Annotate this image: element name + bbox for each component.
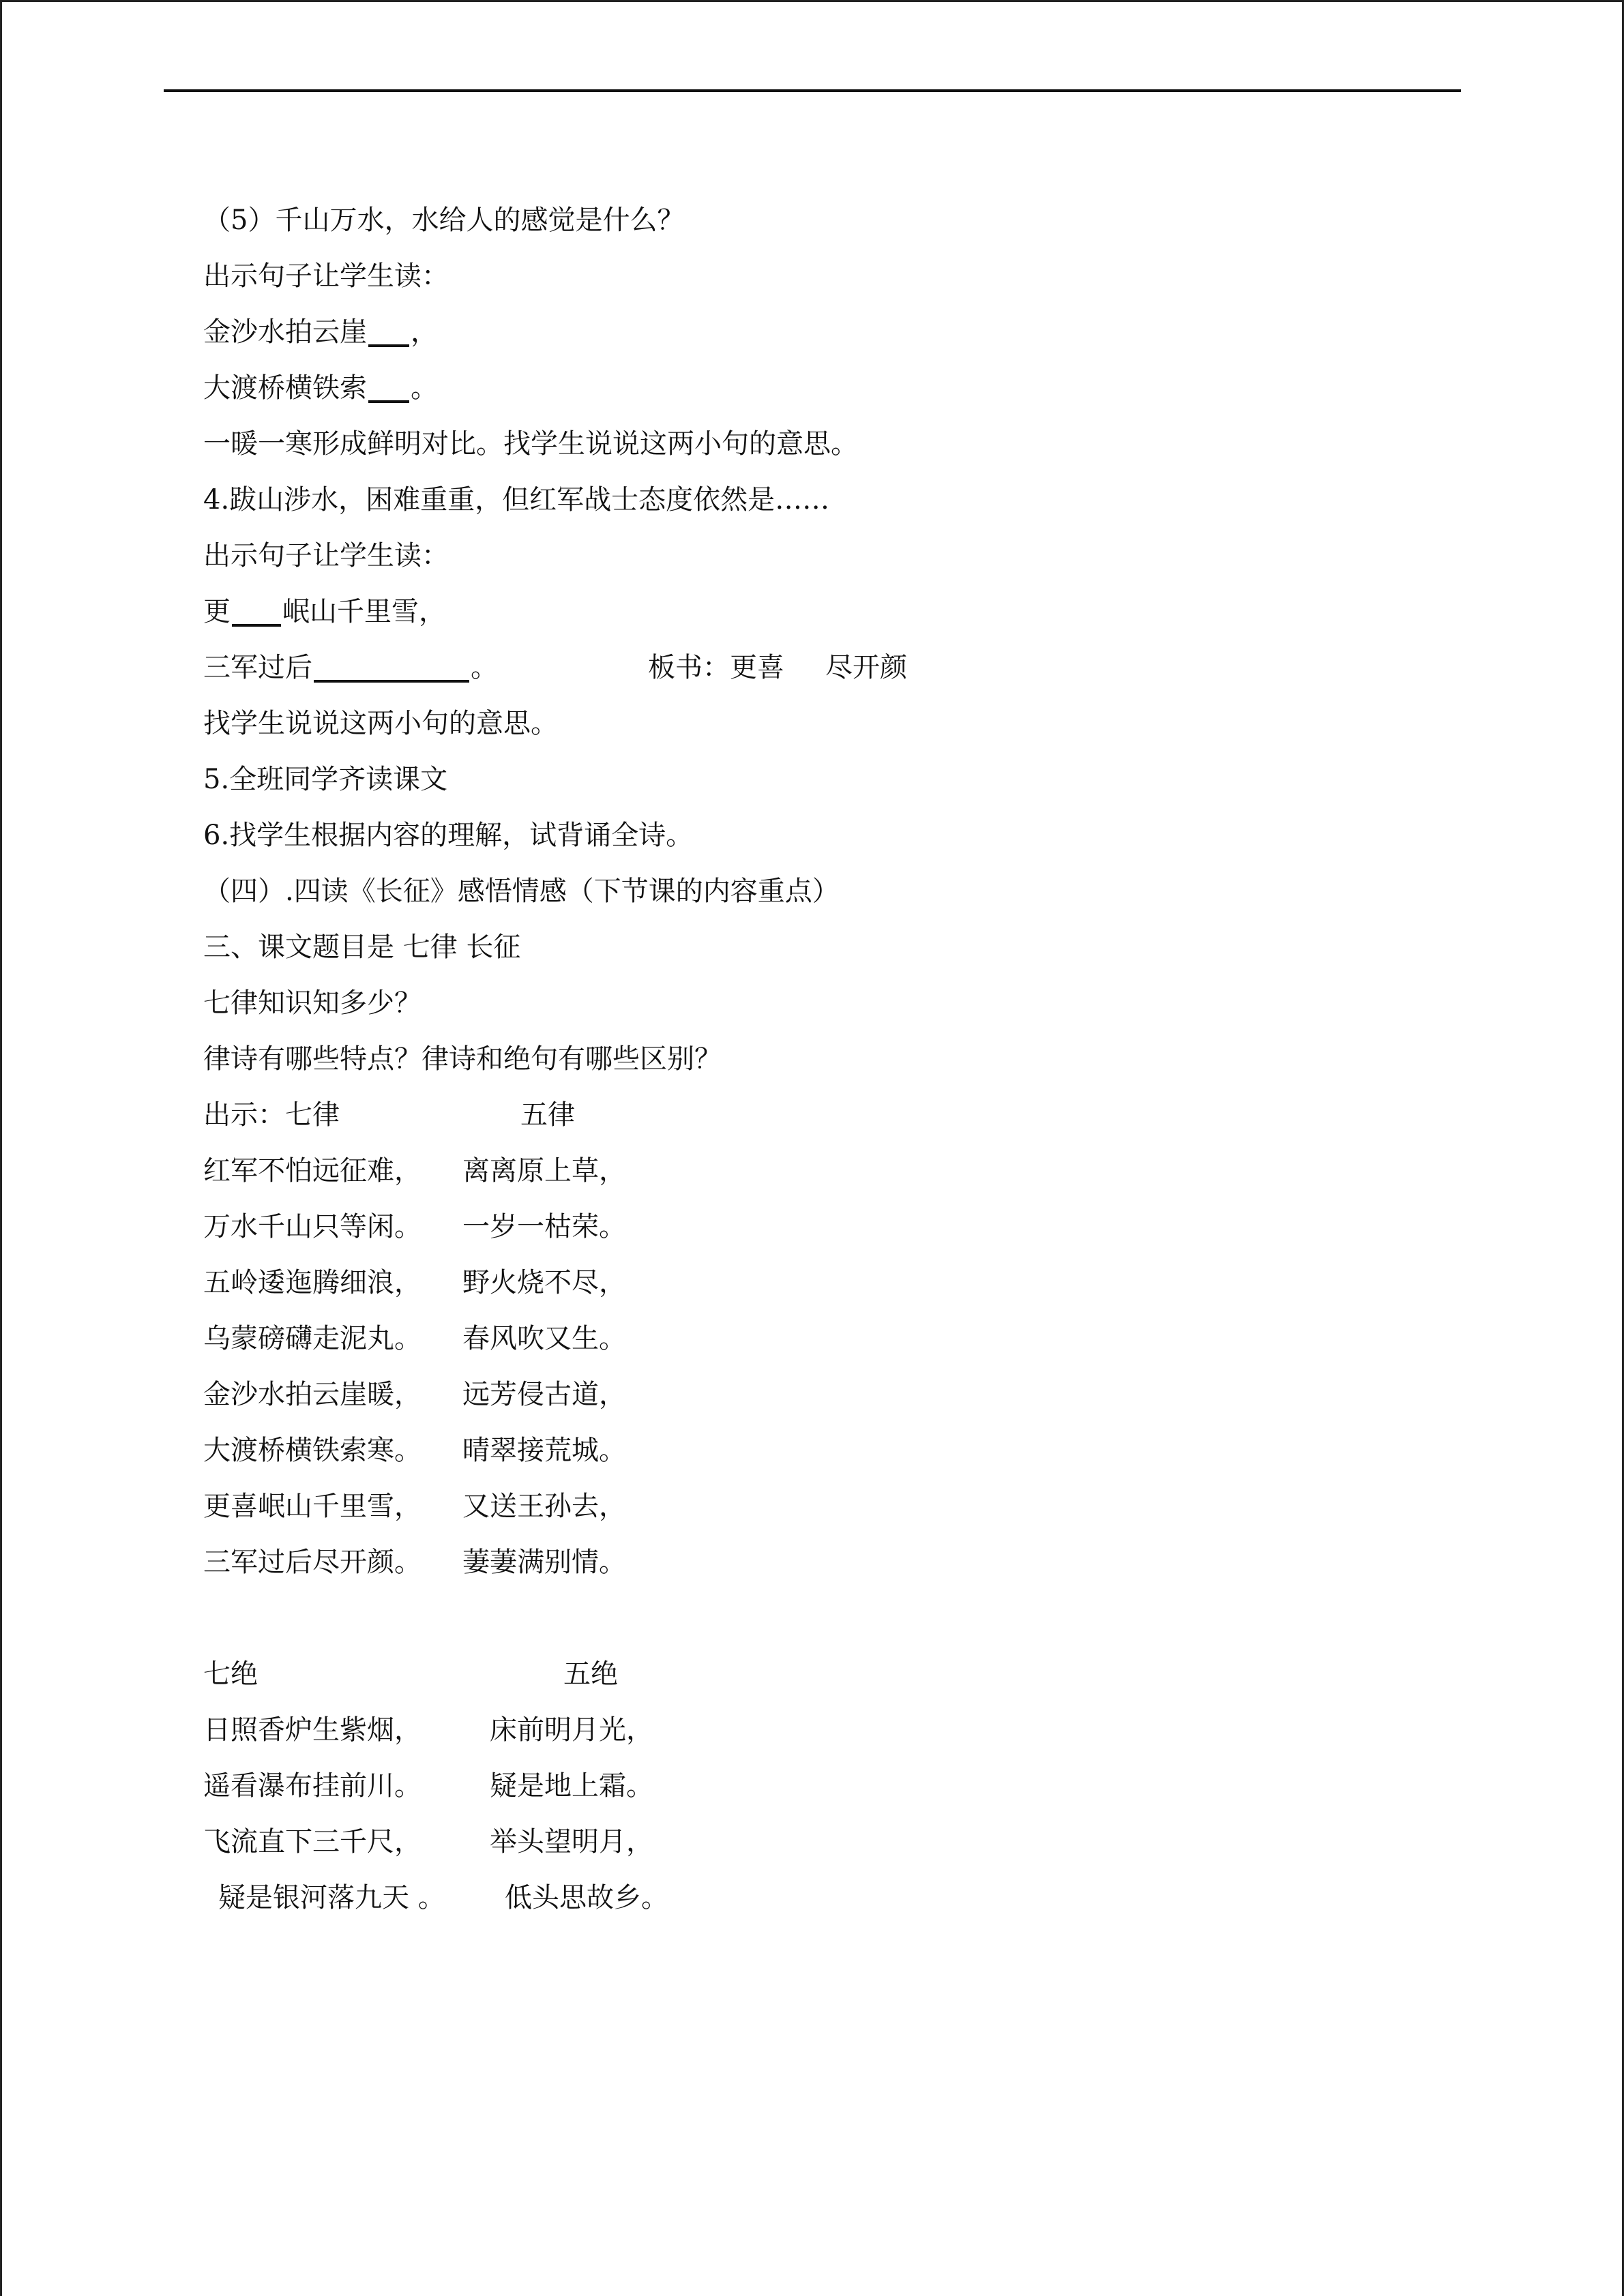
fill-jinsha-text: 金沙水拍云崖 xyxy=(203,316,367,348)
wulv-line: 一岁一枯荣。 xyxy=(462,1211,626,1242)
board-note: 板书：更喜 xyxy=(648,652,784,683)
board-note-2: 尽开颜 xyxy=(825,652,907,683)
wulv-line: 远芳侵古道， xyxy=(462,1379,626,1410)
question-5-text: （5）千山万水，水给人的感觉是什么？ xyxy=(203,205,685,236)
qijue-line: 飞流直下三千尺， xyxy=(203,1826,422,1858)
meaning-line xyxy=(203,696,1431,751)
fill-sanjun-text: 三军过后 xyxy=(203,652,312,683)
qilv-header: 出示：七律 xyxy=(203,1099,340,1131)
fill-line-min xyxy=(203,584,1431,640)
qilv-line: 万水千山只等闲。 xyxy=(203,1211,422,1242)
qijue-line: 疑是银河落九天 。 xyxy=(218,1882,445,1913)
item-5 xyxy=(203,751,1431,807)
item-4 xyxy=(203,472,1431,528)
fill-jinsha-punct: ， xyxy=(411,316,438,348)
wujue-header: 五绝 xyxy=(563,1658,618,1690)
fill-min-prefix: 更 xyxy=(203,596,231,627)
wulv-line: 晴翠接荒城。 xyxy=(462,1435,626,1466)
poem-row xyxy=(203,1143,1431,1199)
poem-row xyxy=(203,1478,1431,1534)
show-sentence-1 xyxy=(203,248,1431,304)
qilv-question-text: 七律知识知多少？ xyxy=(203,987,422,1019)
contrast-line xyxy=(203,416,1431,472)
section-3-text: 三、课文题目是 七律 长征 xyxy=(203,931,521,963)
fill-sanjun-punct: 。 xyxy=(471,652,498,683)
section-4-heading xyxy=(203,863,1431,919)
qilv-question xyxy=(203,975,1431,1031)
qijue-header: 七绝 xyxy=(203,1658,258,1690)
qilv-line: 更喜岷山千里雪， xyxy=(203,1491,422,1522)
wulv-line: 野火烧不尽， xyxy=(462,1267,626,1298)
qilv-line: 乌蒙磅礴走泥丸。 xyxy=(203,1323,422,1354)
header-rule xyxy=(164,89,1461,92)
fill-line-dadu xyxy=(203,360,1431,416)
qijue-line: 日照香炉生紫烟， xyxy=(203,1714,422,1746)
show-sentence-2 xyxy=(203,528,1431,584)
qijue-line: 遥看瀑布挂前川。 xyxy=(203,1770,422,1802)
document-body xyxy=(203,192,1431,1926)
poem-row xyxy=(203,1702,1431,1758)
question-5 xyxy=(203,192,1431,248)
jj-header xyxy=(203,1646,1431,1702)
item-6-text: 6.找学生根据内容的理解，试背诵全诗。 xyxy=(203,820,694,851)
section-3-heading xyxy=(203,919,1431,975)
blank-line xyxy=(203,1590,1431,1646)
qilv-line: 大渡桥横铁索寒。 xyxy=(203,1435,422,1466)
fill-min-text: 岷山千里雪， xyxy=(282,596,446,627)
contrast-text: 一暖一寒形成鲜明对比。找学生说说这两小句的意思。 xyxy=(203,428,858,460)
lv-header xyxy=(203,1087,1431,1143)
poem-row xyxy=(203,1870,1431,1926)
wulv-line: 离离原上草， xyxy=(462,1155,626,1187)
qilv-line: 红军不怕远征难， xyxy=(203,1155,422,1187)
item-4-text: 4.跋山涉水，困难重重，但红军战士态度依然是…… xyxy=(203,484,830,516)
poem-row xyxy=(203,1199,1431,1255)
wulv-line: 春风吹又生。 xyxy=(462,1323,626,1354)
fill-dadu-text: 大渡桥横铁索 xyxy=(203,372,367,404)
wulv-line: 萋萋满别情。 xyxy=(462,1547,626,1578)
qilv-line: 三军过后尽开颜。 xyxy=(203,1547,422,1578)
item-5-text: 5.全班同学齐读课文 xyxy=(203,764,448,795)
show-sentence-1-text: 出示句子让学生读： xyxy=(203,260,449,292)
item-6 xyxy=(203,807,1431,863)
wulv-line: 又送王孙去， xyxy=(462,1491,626,1522)
section-4-text: （四）.四读《长征》感悟情感（下节课的内容重点） xyxy=(203,876,840,907)
wujue-line: 床前明月光， xyxy=(490,1714,653,1746)
qilv-line: 五岭逶迤腾细浪， xyxy=(203,1267,422,1298)
meaning-text: 找学生说说这两小句的意思。 xyxy=(203,708,558,739)
wujue-line: 举头望明月， xyxy=(490,1826,653,1858)
lvshi-question-text: 律诗有哪些特点？律诗和绝句有哪些区别？ xyxy=(203,1043,722,1075)
poem-row xyxy=(203,1814,1431,1870)
poem-row xyxy=(203,1367,1431,1422)
poem-row xyxy=(203,1758,1431,1814)
poem-row xyxy=(203,1255,1431,1311)
fill-blank xyxy=(232,597,281,627)
poem-row xyxy=(203,1534,1431,1590)
fill-line-sanjun xyxy=(203,640,1431,696)
fill-dadu-punct: 。 xyxy=(411,372,438,404)
qilv-line: 金沙水拍云崖暖， xyxy=(203,1379,422,1410)
fill-blank xyxy=(368,317,409,347)
show-sentence-2-text: 出示句子让学生读： xyxy=(203,540,449,571)
fill-line-jinsha xyxy=(203,304,1431,360)
fill-blank xyxy=(368,373,409,403)
lvshi-question xyxy=(203,1031,1431,1087)
poem-row xyxy=(203,1422,1431,1478)
poem-row xyxy=(203,1311,1431,1367)
wujue-line: 疑是地上霜。 xyxy=(490,1770,653,1802)
fill-blank xyxy=(314,653,469,683)
wujue-line: 低头思故乡。 xyxy=(505,1882,668,1913)
wulv-header: 五律 xyxy=(520,1099,575,1131)
